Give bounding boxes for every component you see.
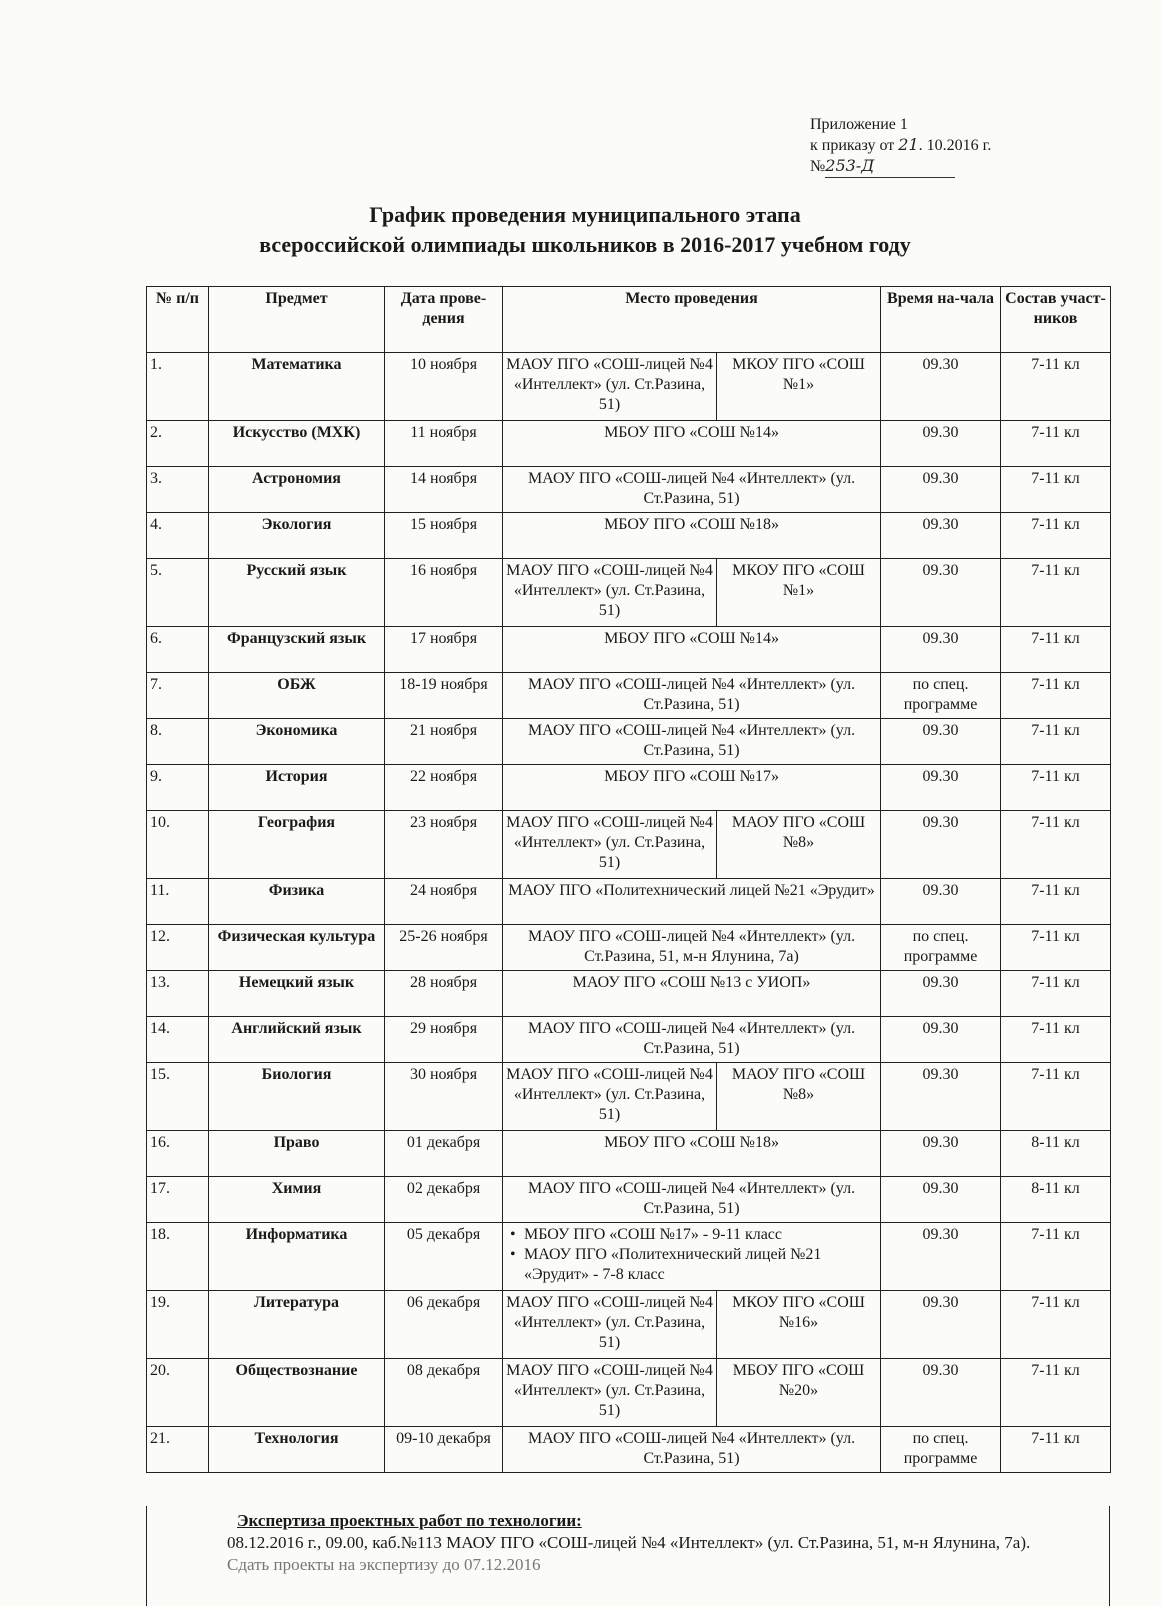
row-num: 14. <box>147 1017 209 1063</box>
row-date: 01 декабря <box>385 1131 503 1177</box>
row-subject: Информатика <box>209 1223 385 1291</box>
row-place-primary: МАОУ ПГО «СОШ-лицей №4 «Интеллект» (ул. Ст.Разина, 51) <box>503 811 717 879</box>
appendix-order-prefix: к приказу от <box>810 137 895 154</box>
row-num: 19. <box>147 1291 209 1359</box>
table-row <box>147 467 1111 513</box>
row-place: МАОУ ПГО «СОШ-лицей №4 «Интеллект» (ул. Ст.Разина, 51) <box>503 467 881 513</box>
row-subject: Математика <box>209 353 385 421</box>
row-date: 22 ноября <box>385 765 503 811</box>
row-subject: Немецкий язык <box>209 971 385 1017</box>
row-time: 09.30 <box>881 971 1001 1017</box>
row-grades: 7-11 кл <box>1001 1017 1111 1063</box>
row-date: 18-19 ноября <box>385 673 503 719</box>
place-bullet: • МАОУ ПГО «Политехнический лицей №21 «Эрудит» - 7-8 класс <box>506 1245 877 1285</box>
row-num: 13. <box>147 971 209 1017</box>
row-date: 16 ноября <box>385 559 503 627</box>
row-place-primary: МАОУ ПГО «СОШ-лицей №4 «Интеллект» (ул. Ст.Разина, 51) <box>503 1359 717 1427</box>
row-grades: 7-11 кл <box>1001 559 1111 627</box>
row-date: 23 ноября <box>385 811 503 879</box>
row-place-list <box>503 1223 881 1291</box>
row-time: по спец. программе <box>881 1427 1001 1473</box>
appendix-order-suffix: . 10.2016 г. <box>918 137 992 154</box>
row-time: по спец. программе <box>881 925 1001 971</box>
table-row <box>147 353 1111 421</box>
row-date: 05 декабря <box>385 1223 503 1291</box>
row-date: 14 ноября <box>385 467 503 513</box>
table-row <box>147 559 1111 627</box>
row-date: 24 ноября <box>385 879 503 925</box>
row-num: 9. <box>147 765 209 811</box>
row-num: 8. <box>147 719 209 765</box>
header-date: Дата прове-дения <box>385 287 503 353</box>
row-time: 09.30 <box>881 1063 1001 1131</box>
row-grades: 7-11 кл <box>1001 1063 1111 1131</box>
row-subject: Физическая культура <box>209 925 385 971</box>
row-grades: 7-11 кл <box>1001 1359 1111 1427</box>
row-subject: Литература <box>209 1291 385 1359</box>
row-place: МБОУ ПГО «СОШ №17» <box>503 765 881 811</box>
note-cut-line: Сдать проекты на экспертизу до 07.12.2016 <box>227 1555 541 1574</box>
row-time: 09.30 <box>881 467 1001 513</box>
table-row <box>147 1177 1111 1223</box>
row-place: МАОУ ПГО «СОШ-лицей №4 «Интеллект» (ул. Ст.Разина, 51, м-н Ялунина, 7а) <box>503 925 881 971</box>
appendix-number: 253-Д <box>825 156 875 175</box>
header-num: № п/п <box>147 287 209 353</box>
row-subject: История <box>209 765 385 811</box>
row-num: 16. <box>147 1131 209 1177</box>
table-row <box>147 1063 1111 1131</box>
row-subject: Астрономия <box>209 467 385 513</box>
row-place-secondary: МКОУ ПГО «СОШ №1» <box>717 559 881 627</box>
row-date: 28 ноября <box>385 971 503 1017</box>
table-row <box>147 627 1111 673</box>
row-subject: Право <box>209 1131 385 1177</box>
row-grades: 7-11 кл <box>1001 353 1111 421</box>
row-num: 10. <box>147 811 209 879</box>
row-place-secondary: МКОУ ПГО «СОШ №16» <box>717 1291 881 1359</box>
appendix-line2 <box>810 135 991 156</box>
row-grades: 7-11 кл <box>1001 1427 1111 1473</box>
row-grades: 7-11 кл <box>1001 513 1111 559</box>
row-time: 09.30 <box>881 353 1001 421</box>
row-grades: 8-11 кл <box>1001 1131 1111 1177</box>
note-heading: Экспертиза проектных работ по технологии: <box>237 1511 582 1530</box>
row-date: 10 ноября <box>385 353 503 421</box>
row-date: 17 ноября <box>385 627 503 673</box>
row-subject: География <box>209 811 385 879</box>
row-subject: Химия <box>209 1177 385 1223</box>
row-place: МАОУ ПГО «СОШ-лицей №4 «Интеллект» (ул. Ст.Разина, 51) <box>503 1017 881 1063</box>
row-date: 06 декабря <box>385 1291 503 1359</box>
row-place-secondary: МАОУ ПГО «СОШ №8» <box>717 1063 881 1131</box>
row-subject: Экология <box>209 513 385 559</box>
row-place: МБОУ ПГО «СОШ №18» <box>503 1131 881 1177</box>
title-line1: График проведения муниципального этапа <box>369 202 801 227</box>
row-place: МАОУ ПГО «СОШ-лицей №4 «Интеллект» (ул. Ст.Разина, 51) <box>503 1177 881 1223</box>
row-place: МАОУ ПГО «СОШ-лицей №4 «Интеллект» (ул. Ст.Разина, 51) <box>503 719 881 765</box>
page-title <box>150 200 1020 260</box>
row-place: МАОУ ПГО «СОШ №13 с УИОП» <box>503 971 881 1017</box>
row-date: 15 ноября <box>385 513 503 559</box>
row-grades: 7-11 кл <box>1001 1291 1111 1359</box>
row-num: 20. <box>147 1359 209 1427</box>
row-date: 11 ноября <box>385 421 503 467</box>
row-grades: 7-11 кл <box>1001 879 1111 925</box>
place-bullet: • МБОУ ПГО «СОШ №17» - 9-11 класс <box>506 1225 877 1245</box>
appendix-line3 <box>810 156 991 178</box>
appendix-block <box>810 115 991 178</box>
appendix-number-prefix: № <box>810 158 826 175</box>
row-place: МАОУ ПГО «СОШ-лицей №4 «Интеллект» (ул. Ст.Разина, 51) <box>503 1427 881 1473</box>
table-row <box>147 421 1111 467</box>
row-date: 09-10 декабря <box>385 1427 503 1473</box>
row-place: МБОУ ПГО «СОШ №14» <box>503 421 881 467</box>
row-time: 09.30 <box>881 1223 1001 1291</box>
row-grades: 7-11 кл <box>1001 673 1111 719</box>
table-row <box>147 1223 1111 1291</box>
row-subject: Обществознание <box>209 1359 385 1427</box>
row-time: по спец. программе <box>881 673 1001 719</box>
note-text: 08.12.2016 г., 09.00, каб.№113 МАОУ ПГО «СОШ-лицей №4 «Интеллект» (ул. Ст.Разина, 51, м-н Ялунина, 7а). <box>227 1533 1031 1552</box>
row-place: МАОУ ПГО «Политехнический лицей №21 «Эрудит» <box>503 879 881 925</box>
row-time: 09.30 <box>881 1017 1001 1063</box>
row-grades: 7-11 кл <box>1001 719 1111 765</box>
title-line2: всероссийской олимпиады школьников в 2016-2017 учебном году <box>259 232 911 257</box>
row-num: 15. <box>147 1063 209 1131</box>
row-time: 09.30 <box>881 559 1001 627</box>
row-num: 1. <box>147 353 209 421</box>
table-row <box>147 513 1111 559</box>
table-row <box>147 1291 1111 1359</box>
row-time: 09.30 <box>881 627 1001 673</box>
row-subject: Русский язык <box>209 559 385 627</box>
row-grades: 8-11 кл <box>1001 1177 1111 1223</box>
row-grades: 7-11 кл <box>1001 467 1111 513</box>
row-date: 30 ноября <box>385 1063 503 1131</box>
row-grades: 7-11 кл <box>1001 421 1111 467</box>
row-time: 09.30 <box>881 513 1001 559</box>
table-header-row <box>147 287 1111 353</box>
row-subject: Английский язык <box>209 1017 385 1063</box>
header-time: Время на-чала <box>881 287 1001 353</box>
row-place-secondary: МАОУ ПГО «СОШ №8» <box>717 811 881 879</box>
row-num: 3. <box>147 467 209 513</box>
row-num: 7. <box>147 673 209 719</box>
row-num: 18. <box>147 1223 209 1291</box>
row-time: 09.30 <box>881 765 1001 811</box>
row-time: 09.30 <box>881 421 1001 467</box>
table-row <box>147 971 1111 1017</box>
row-place-secondary: МКОУ ПГО «СОШ №1» <box>717 353 881 421</box>
row-subject: Технология <box>209 1427 385 1473</box>
row-time: 09.30 <box>881 879 1001 925</box>
row-place: МАОУ ПГО «СОШ-лицей №4 «Интеллект» (ул. Ст.Разина, 51) <box>503 673 881 719</box>
row-time: 09.30 <box>881 1177 1001 1223</box>
row-subject: Биология <box>209 1063 385 1131</box>
row-num: 11. <box>147 879 209 925</box>
appendix-order-day: 21 <box>898 135 919 154</box>
row-grades: 7-11 кл <box>1001 811 1111 879</box>
table-row <box>147 765 1111 811</box>
technology-expertise-note <box>146 1506 1110 1606</box>
row-num: 12. <box>147 925 209 971</box>
table-row <box>147 1359 1111 1427</box>
row-place: МБОУ ПГО «СОШ №14» <box>503 627 881 673</box>
row-subject: Французский язык <box>209 627 385 673</box>
header-grades: Состав участ-ников <box>1001 287 1111 353</box>
row-date: 02 декабря <box>385 1177 503 1223</box>
table-row <box>147 719 1111 765</box>
row-time: 09.30 <box>881 811 1001 879</box>
row-time: 09.30 <box>881 1359 1001 1427</box>
table-row <box>147 1427 1111 1473</box>
row-date: 21 ноября <box>385 719 503 765</box>
row-date: 25-26 ноября <box>385 925 503 971</box>
row-num: 17. <box>147 1177 209 1223</box>
row-place-primary: МАОУ ПГО «СОШ-лицей №4 «Интеллект» (ул. Ст.Разина, 51) <box>503 559 717 627</box>
row-subject: Искусство (МХК) <box>209 421 385 467</box>
row-grades: 7-11 кл <box>1001 925 1111 971</box>
table-row <box>147 879 1111 925</box>
table-row <box>147 925 1111 971</box>
table-row <box>147 811 1111 879</box>
table-row <box>147 1131 1111 1177</box>
table-row <box>147 1017 1111 1063</box>
row-grades: 7-11 кл <box>1001 971 1111 1017</box>
row-subject: Экономика <box>209 719 385 765</box>
row-subject: ОБЖ <box>209 673 385 719</box>
row-num: 5. <box>147 559 209 627</box>
row-place-primary: МАОУ ПГО «СОШ-лицей №4 «Интеллект» (ул. Ст.Разина, 51) <box>503 1291 717 1359</box>
row-time: 09.30 <box>881 1291 1001 1359</box>
row-date: 08 декабря <box>385 1359 503 1427</box>
row-grades: 7-11 кл <box>1001 627 1111 673</box>
table-row <box>147 673 1111 719</box>
row-subject: Физика <box>209 879 385 925</box>
row-time: 09.30 <box>881 719 1001 765</box>
row-grades: 7-11 кл <box>1001 765 1111 811</box>
header-subject: Предмет <box>209 287 385 353</box>
row-date: 29 ноября <box>385 1017 503 1063</box>
row-place: МБОУ ПГО «СОШ №18» <box>503 513 881 559</box>
schedule-table <box>146 286 1111 1473</box>
row-num: 2. <box>147 421 209 467</box>
row-num: 21. <box>147 1427 209 1473</box>
appendix-line1: Приложение 1 <box>810 116 908 133</box>
header-place: Место проведения <box>503 287 881 353</box>
row-time: 09.30 <box>881 1131 1001 1177</box>
row-grades: 7-11 кл <box>1001 1223 1111 1291</box>
row-place-primary: МАОУ ПГО «СОШ-лицей №4 «Интеллект» (ул. Ст.Разина, 51) <box>503 1063 717 1131</box>
row-place-primary: МАОУ ПГО «СОШ-лицей №4 «Интеллект» (ул. Ст.Разина, 51) <box>503 353 717 421</box>
row-num: 6. <box>147 627 209 673</box>
row-place-secondary: МБОУ ПГО «СОШ №20» <box>717 1359 881 1427</box>
row-num: 4. <box>147 513 209 559</box>
